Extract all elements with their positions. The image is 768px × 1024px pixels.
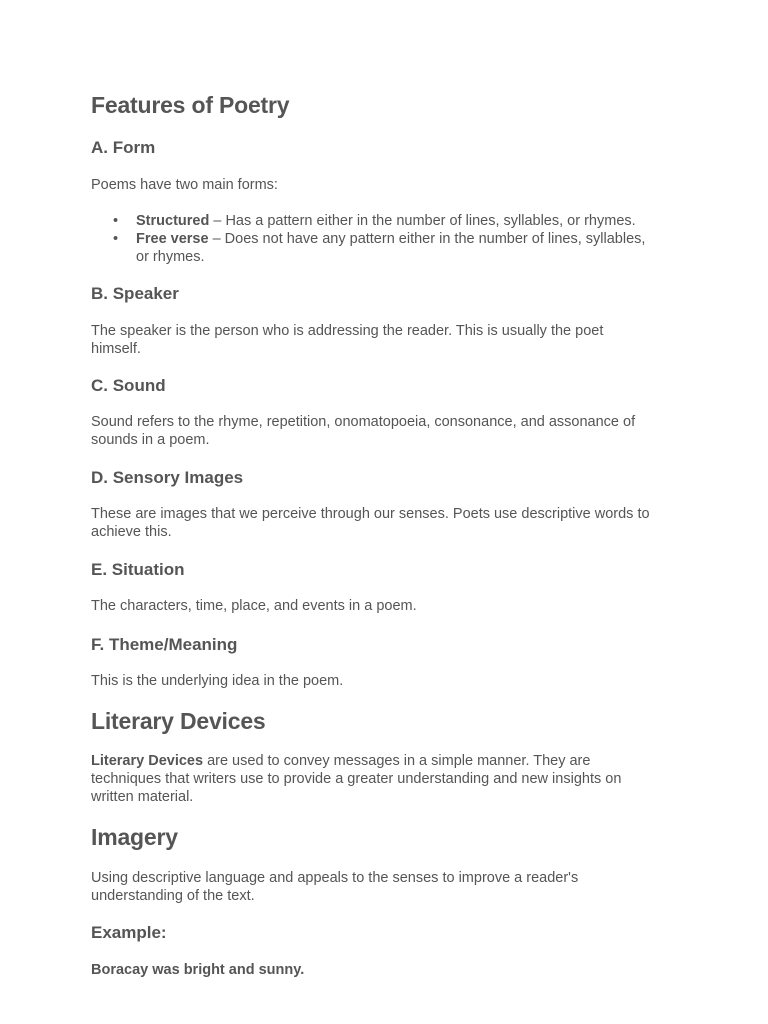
speaker-text-line-2: himself. bbox=[91, 341, 141, 357]
literary-devices-title: Literary Devices bbox=[91, 708, 266, 734]
bullet-term: Free verse bbox=[136, 231, 209, 247]
bullet-icon: • bbox=[113, 213, 119, 229]
sensory-images-text bbox=[91, 505, 650, 541]
theme-meaning-text: This is the underlying idea in the poem. bbox=[91, 673, 344, 689]
sensory-images-text-line-1: These are images that we perceive through our senses. Poets use descriptive words to bbox=[91, 506, 650, 522]
section-heading-speaker: B. Speaker bbox=[91, 284, 179, 303]
section-heading-form: A. Form bbox=[91, 138, 156, 157]
page-title: Features of Poetry bbox=[91, 92, 290, 118]
imagery-text-line-1: Using descriptive language and appeals to the senses to improve a reader's bbox=[91, 870, 579, 886]
form-bullet-list bbox=[91, 212, 645, 266]
situation-text: The characters, time, place, and events in a poem. bbox=[91, 598, 417, 614]
bullet-icon: • bbox=[113, 231, 119, 247]
form-intro: Poems have two main forms: bbox=[91, 177, 278, 193]
bullet-text: – Does not have any pattern either in the number of lines, syllables, bbox=[208, 231, 646, 247]
list-item bbox=[91, 212, 645, 230]
speaker-text-line-1: The speaker is the person who is addressing the reader. This is usually the poet bbox=[91, 323, 604, 339]
literary-devices-line-1: are used to convey messages in a simple manner. They are bbox=[203, 753, 591, 769]
imagery-title: Imagery bbox=[91, 824, 178, 850]
sound-text-line-1: Sound refers to the rhyme, repetition, onomatopoeia, consonance, and assonance of bbox=[91, 414, 636, 430]
bullet-text-continued: or rhymes. bbox=[136, 249, 205, 265]
literary-devices-line-3: written material. bbox=[91, 789, 194, 805]
list-item bbox=[91, 230, 645, 266]
imagery-text-line-2: understanding of the text. bbox=[91, 888, 255, 904]
literary-devices-line-2: techniques that writers use to provide a greater understanding and new insights on bbox=[91, 771, 622, 787]
bullet-text: – Has a pattern either in the number of lines, syllables, or rhymes. bbox=[209, 213, 636, 229]
section-heading-situation: E. Situation bbox=[91, 560, 185, 579]
section-heading-theme-meaning: F. Theme/Meaning bbox=[91, 635, 238, 654]
sensory-images-text-line-2: achieve this. bbox=[91, 524, 172, 540]
speaker-text bbox=[91, 322, 603, 358]
sound-text-line-2: sounds in a poem. bbox=[91, 432, 210, 448]
section-heading-sensory-images: D. Sensory Images bbox=[91, 468, 244, 487]
literary-devices-term: Literary Devices bbox=[91, 753, 204, 769]
literary-devices-text bbox=[91, 752, 621, 806]
section-heading-sound: C. Sound bbox=[91, 376, 166, 395]
bullet-term: Structured bbox=[136, 213, 210, 229]
imagery-text bbox=[91, 869, 578, 905]
example-text: Boracay was bright and sunny. bbox=[91, 962, 305, 978]
sound-text bbox=[91, 413, 635, 449]
example-label: Example: bbox=[91, 923, 167, 942]
